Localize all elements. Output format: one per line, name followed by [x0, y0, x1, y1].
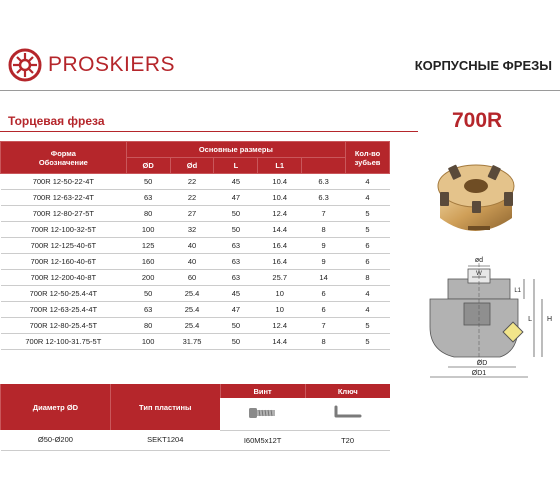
- screw-image-cell: [220, 398, 305, 430]
- diameter-value: Ø50-Ø200: [1, 430, 111, 450]
- table-row: 700R 12-160-40-6T 160 40 63 16.4 9 6: [1, 254, 390, 270]
- drawing-label-H: H: [547, 316, 553, 323]
- drawing-label-W: W: [476, 271, 482, 277]
- main-dimensions-header: Основные размеры: [126, 142, 345, 158]
- header-divider: [0, 90, 560, 91]
- table-row: 700R 12-125-40-6T 125 40 63 16.4 9 6: [1, 238, 390, 254]
- dimension-d-header: Ød: [170, 158, 214, 174]
- drawing-label-D: ØD: [476, 360, 488, 367]
- dimension-L-header: L: [214, 158, 258, 174]
- drawing-label-L1: L1: [514, 288, 521, 294]
- key-header: Ключ: [305, 384, 390, 398]
- drawing-label-D1: ØD1: [471, 370, 487, 377]
- table-row: 700R 12-63-22-4T 63 22 47 10.4 6.3 4: [1, 190, 390, 206]
- specifications-table: [0, 141, 390, 350]
- table-row: 700R 12-100-31.75-5T 100 31.75 50 14.4 8 5: [1, 334, 390, 350]
- teeth-count-header: Кол-во зубьев: [346, 142, 390, 174]
- key-image-cell: [305, 398, 390, 430]
- table-row: 700R 12-50-22-4T 50 22 45 10.4 6.3 4: [1, 174, 390, 190]
- product-subtitle: Торцевая фреза: [8, 114, 105, 128]
- table-row: 700R 12-200-40-8T 200 60 63 25.7 14 8: [1, 270, 390, 286]
- table-row: [1, 430, 391, 450]
- drawing-label-L: L: [528, 316, 532, 323]
- code-header: Форма Обозначение: [1, 142, 127, 174]
- screw-header: Винт: [220, 384, 305, 398]
- torx-key-icon: [330, 403, 366, 423]
- screw-value: I60M5x12T: [220, 430, 305, 450]
- drawing-label-d: ød: [474, 257, 484, 264]
- screw-icon: [245, 403, 281, 423]
- insert-type-header: Тип пластины: [110, 384, 220, 430]
- table-row: 700R 12-50-25.4-4T 50 25.4 45 10 6 4: [1, 286, 390, 302]
- technical-drawing: [420, 255, 558, 383]
- dimension-x-header: [302, 158, 346, 174]
- table-row: 700R 12-80-27-5T 80 27 50 12.4 7 5: [1, 206, 390, 222]
- accessories-table: [0, 384, 390, 451]
- brand-logo-icon: [8, 48, 42, 82]
- diameter-header: Диаметр ØD: [1, 384, 111, 430]
- dimension-D-header: ØD: [126, 158, 170, 174]
- brand-name: PROSKIERS: [48, 53, 176, 76]
- insert-type-value: SEKT1204: [110, 430, 220, 450]
- table-row: 700R 12-100-32-5T 100 32 50 14.4 8 5: [1, 222, 390, 238]
- table-row: 700R 12-63-25.4-4T 63 25.4 47 10 6 4: [1, 302, 390, 318]
- model-name: 700R: [452, 109, 503, 132]
- catalog-section-title: КОРПУСНЫЕ ФРЕЗЫ: [414, 58, 552, 73]
- brand-logo: [8, 48, 175, 82]
- table-row: 700R 12-80-25.4-5T 80 25.4 50 12.4 7 5: [1, 318, 390, 334]
- subtitle-divider: [0, 131, 418, 132]
- milling-cutter-photo: [420, 140, 530, 250]
- key-value: T20: [305, 430, 390, 450]
- dimension-L1-header: L1: [258, 158, 302, 174]
